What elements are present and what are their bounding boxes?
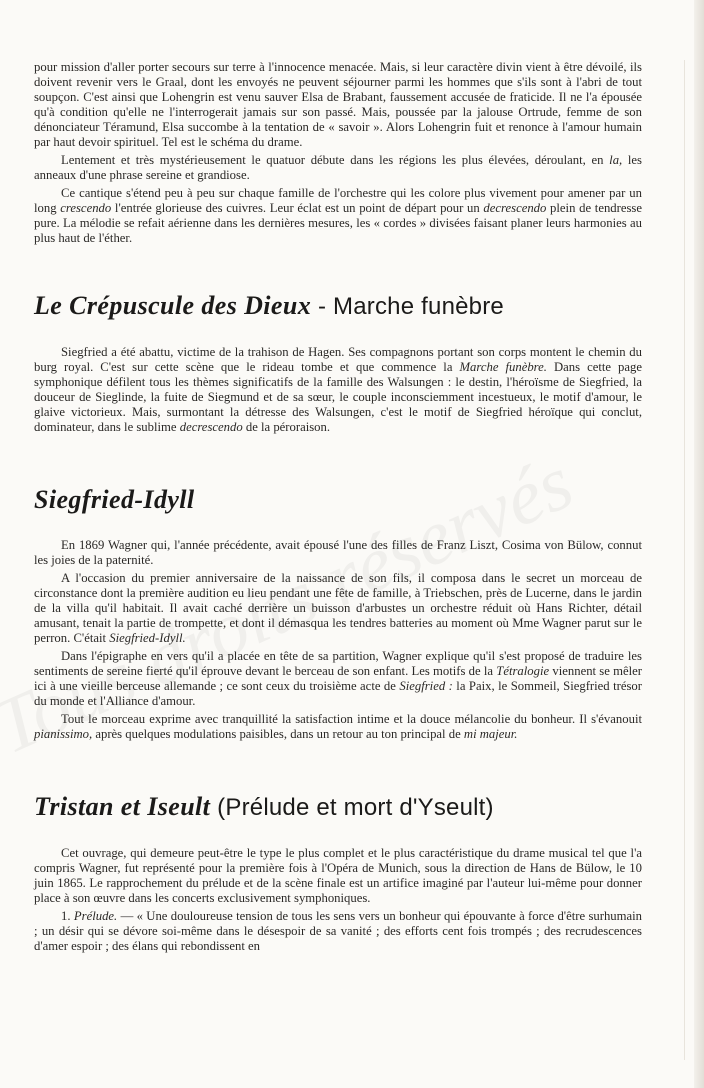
section-heading-crepuscule: [34, 291, 642, 322]
paragraph: Cet ouvrage, qui demeure peut-être le type le plus complet et le plus caractéristique du drame musical tel que l'a compris Wagner, fut représenté pour la première fois à l'Opéra de Munich, sous la direction de Hans de Bülow, le 10 juin 1865. Le rapprochement du prélude et de la scène finale est un artifice imaginé par l'auteur lui-même pour donner place à son œuvre dans les concerts exclusivement symphoniques.: [34, 846, 642, 905]
section-subtitle: (Prélude et mort d'Yseult): [210, 794, 494, 821]
paragraph: Lentement et très mystérieusement le quatuor débute dans les régions les plus élevées, déroulant, en la, les anneaux d'une phrase sereine et grandiose.: [34, 153, 642, 182]
paragraph: 1. Prélude. — « Une douloureuse tension de tous les sens vers un bonheur qui épouvante à force d'être surhumain ; un désir qui se dévore soi-même dans le désespoir de sa vanité ; des efforts cent fois trompés ; des recrudescences d'amer espoir ; des élans qui rebondissent en: [34, 909, 643, 953]
scan-edge-shadow: [694, 0, 704, 1088]
document-body: [34, 60, 642, 954]
paragraph: A l'occasion du premier anniversaire de la naissance de son fils, il composa dans le secret un morceau de circonstance dont la première audition eu lieu pendant une fête de famille, à Triebschen, près de Lucerne, dans le jardin de la villa qu'il habitait. Il avait caché derrière un buisson d'arbustes un orchestre réduit où Hans Richter, détail amusant, tenait la partie de trompette, et dont il démasqua les tendres batteries au moment où Mme Wagner parut sur le perron. C'était Siegfried-Idyll.: [34, 571, 642, 645]
paragraph: Tout le morceau exprime avec tranquillité la satisfaction intime et la douce mélancolie du bonheur. Il s'évanouit pianissimo, après quelques modulations paisibles, dans un retour au ton principal de mi majeur.: [34, 712, 642, 741]
section-heading-tristan: [34, 792, 642, 823]
section-title: Tristan et Iseult: [34, 792, 211, 821]
paragraph: Siegfried a été abattu, victime de la trahison de Hagen. Ses compagnons portant son corps montent le chemin du burg royal. C'est sur cette scène que le rideau tombe et que commence la Marche funèbre. Dans cette page symphonique défilent tous les thèmes significatifs de la famille des Walsungen : le destin, l'héroïsme de Siegfried, la douceur de Sieglinde, la fuite de Siegmund et de sa sœur, le couple inconsciemment incestueux, le motif d'amour, le glaive victorieux. Mais, surmontant la détresse des Walsungen, c'est le motif de Siegfried héroïque qui conclut, dominateur, dans le sublime decrescendo de la péroraison.: [34, 345, 642, 434]
paragraph: Ce cantique s'étend peu à peu sur chaque famille de l'orchestre qui les colore plus vivement pour amener par un long crescendo l'entrée glorieuse des cuivres. Leur éclat est un point de départ pour un decrescendo plein de tendresse pure. La mélodie se refait aérienne dans les dernières mesures, les « cordes » divisées faisant planer leurs harmonies au plus haut de l'éther.: [34, 186, 643, 245]
section-title: Siegfried-Idyll: [34, 485, 195, 514]
paragraph: En 1869 Wagner qui, l'année précédente, avait épousé l'une des filles de Franz Liszt, Cosima von Bülow, connut les joies de la paternité.: [34, 538, 642, 567]
paragraph: pour mission d'aller porter secours sur terre à l'innocence menacée. Mais, si leur caractère divin vient à être dévoilé, ils doivent revenir vers le Graal, dont les envoyés ne peuvent séjourner parmi les hommes que s'ils sont à l'abri de tout soupçon. C'est ainsi que Lohengrin est venu sauver Elsa de Brabant, faussement accusée de fraticide. Il ne l'a épousée qu'à condition qu'elle ne l'interrogerait jamais sur son passé. Mais, poussée par la jalouse Ortrude, femme de son dénonciateur Téramund, Elsa succombe à la tentation de « savoir ». Alors Lohengrin fuit et renonce à l'amour humain par haut devoir spirituel. Tel est le schéma du drame.: [34, 60, 642, 149]
section-heading-siegfried-idyll: [34, 485, 642, 515]
scan-fold-line: [684, 60, 685, 1060]
section-title: Le Crépuscule des Dieux: [34, 291, 312, 320]
section-subtitle: - Marche funèbre: [311, 293, 504, 320]
paragraph: Dans l'épigraphe en vers qu'il a placée en tête de sa partition, Wagner explique qu'il s'est proposé de traduire les sentiments de sereine fierté qu'il éprouve devant le berceau de son enfant. Les motifs de la Tétralogie viennent se mêler ici à une vieille berceuse allemande ; ce sont ceux du troisième acte de Siegfried : la Paix, le Sommeil, Siegfried trésor du monde et l'Alliance d'amour.: [34, 649, 642, 708]
